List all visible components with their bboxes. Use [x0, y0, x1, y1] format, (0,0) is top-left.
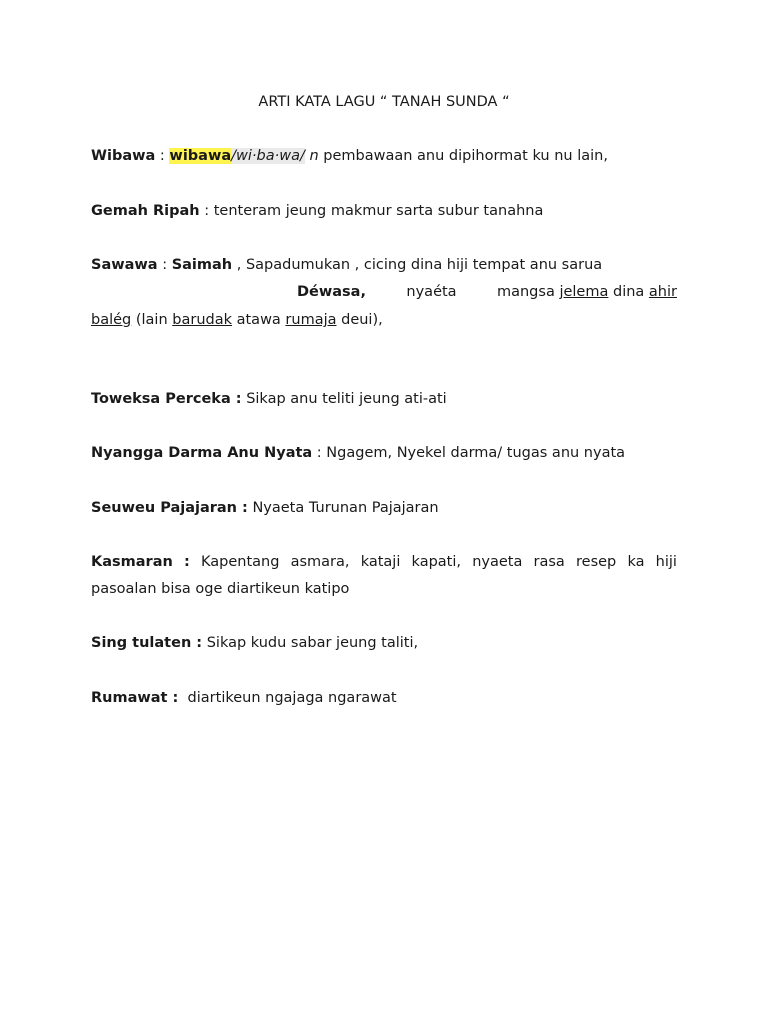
term-nyangga-darma: Nyangga Darma Anu Nyata	[91, 445, 313, 461]
link-barudak: barudak	[172, 312, 232, 328]
term-kasmaran: Kasmaran	[91, 554, 173, 570]
entry-sawawa: Sawawa : Saimah , Sapadumukan , cicing dina hiji tempat anu sarua	[91, 257, 603, 273]
term-saimah: Saimah	[171, 257, 233, 273]
term-toweksa-perceka: Toweksa Perceka :	[91, 391, 242, 407]
entry-kasmaran-line-2: pasoalan bisa oge diartikeun katipo	[91, 581, 350, 597]
definition-rumawat: diartikeun ngajaga ngarawat	[178, 690, 397, 706]
document-title: ARTI KATA LAGU “ TANAH SUNDA “	[258, 94, 510, 110]
sawawa-line-2: Déwasa, nyaéta mangsa jelema dina ahir	[297, 284, 677, 300]
link-rumaja: rumaja	[285, 312, 337, 328]
definition-gemah-ripah: : tenteram jeung makmur sarta subur tanahna	[199, 203, 544, 219]
term-wibawa: Wibawa	[91, 148, 156, 164]
entry-kasmaran-line-1: Kasmaran : Kapentang asmara, kataji kapati, nyaeta rasa resep ka hiji	[91, 554, 677, 570]
entry-wibawa: Wibawa : wibawa/wi·ba·wa/ n pembawaan anu dipihormat ku nu lain,	[91, 148, 608, 164]
definition-seuweu-pajajaran: Nyaeta Turunan Pajajaran	[247, 500, 439, 516]
link-ahir: ahir	[648, 284, 677, 300]
term-rumawat: Rumawat :	[91, 690, 179, 706]
term-dewasa: Déwasa,	[297, 284, 366, 300]
term-gemah-ripah: Gemah Ripah	[91, 203, 200, 219]
term-seuweu-pajajaran: Seuweu Pajajaran :	[91, 500, 248, 516]
term-sawawa: Sawawa	[91, 257, 158, 273]
entry-sing-tulaten	[91, 633, 418, 653]
link-baleg: balég	[91, 312, 132, 328]
pronunciation: /wi·ba·wa/	[231, 148, 305, 164]
entry-nyangga-darma	[91, 443, 625, 463]
part-of-speech: n	[304, 148, 319, 164]
link-jelema: jelema	[559, 284, 609, 300]
definition-wibawa: pembawaan anu dipihormat ku nu lain,	[318, 148, 608, 164]
definition-toweksa-perceka: Sikap anu teliti jeung ati-ati	[241, 391, 447, 407]
definition-nyangga-darma: : Ngagem, Nyekel darma/ tugas anu nyata	[312, 445, 626, 461]
entry-seuweu-pajajaran	[91, 498, 439, 518]
definition-sing-tulaten: Sikap kudu sabar jeung taliti,	[202, 635, 419, 651]
highlighted-word: wibawa	[169, 148, 232, 164]
entry-gemah-ripah	[91, 201, 543, 221]
definition-sawawa: , Sapadumukan , cicing dina hiji tempat anu sarua	[232, 257, 603, 273]
term-sing-tulaten: Sing tulaten :	[91, 635, 203, 651]
sawawa-line-3: balég (lain barudak atawa rumaja deui),	[91, 312, 383, 328]
entry-rumawat	[91, 688, 397, 708]
entry-toweksa-perceka	[91, 389, 447, 409]
